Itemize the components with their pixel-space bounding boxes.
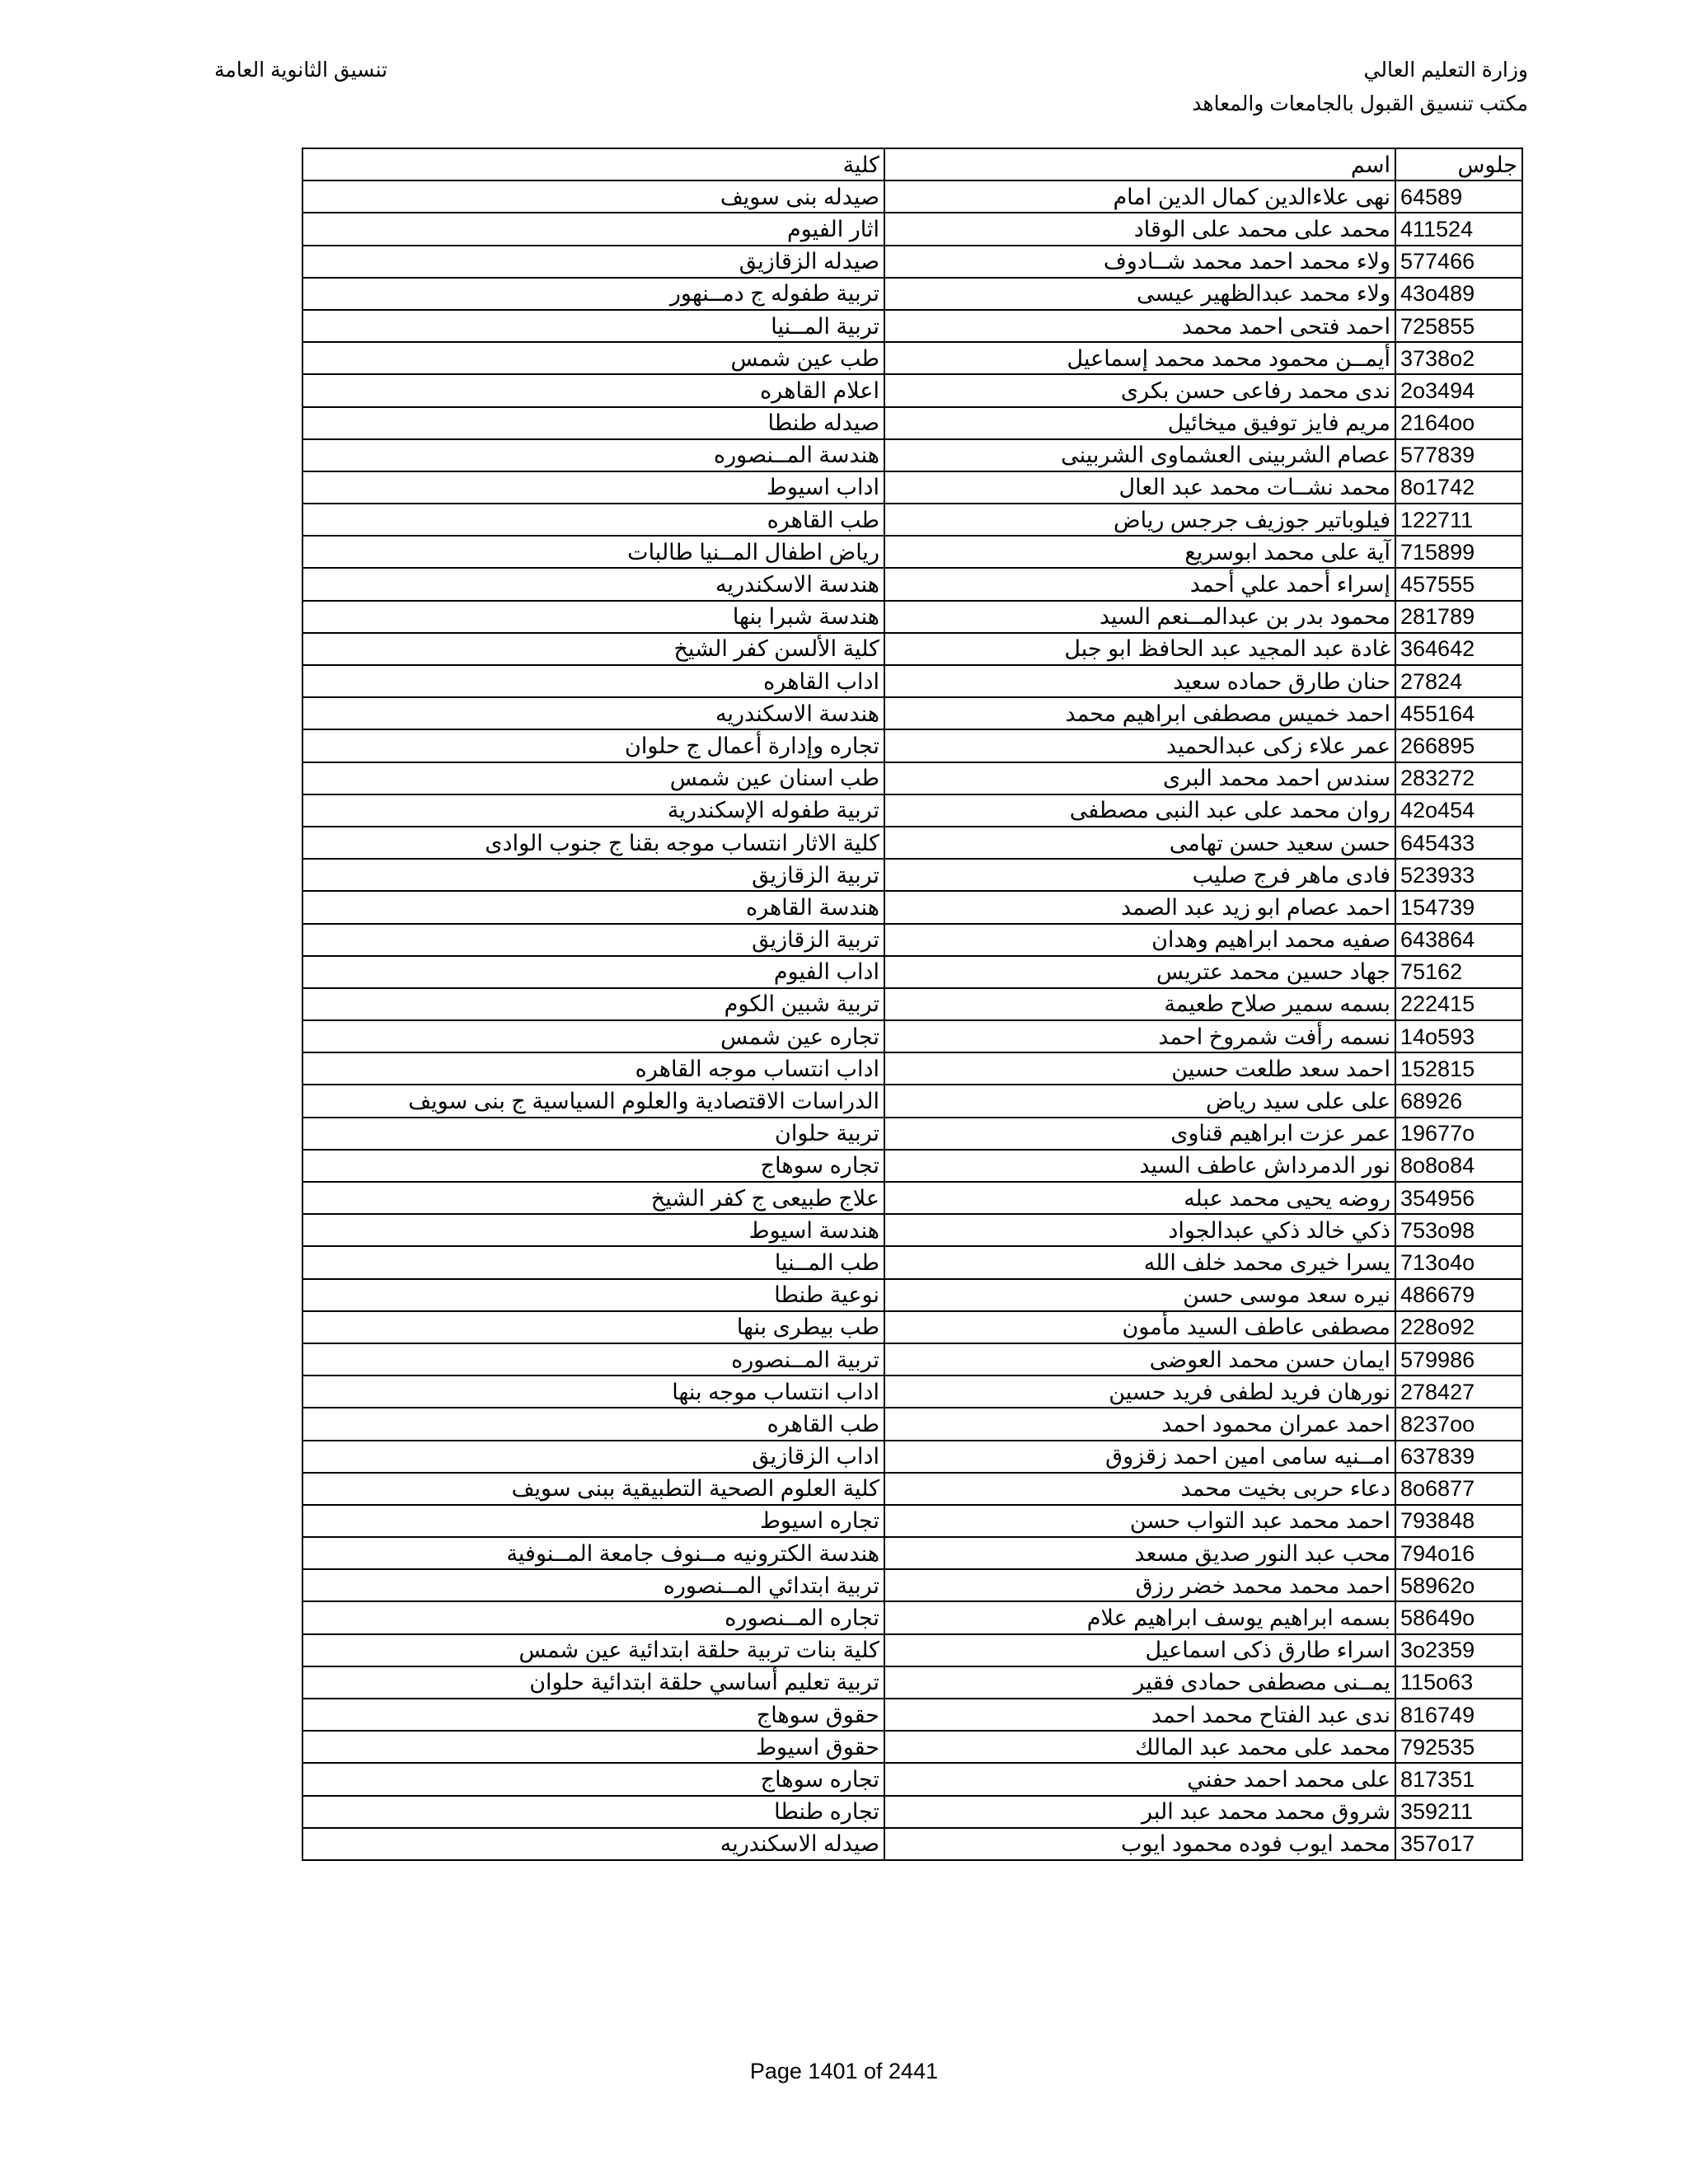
faculty-cell: اداب انتساب موجه القاهره [302, 1052, 884, 1085]
seat-cell: 3o2359 [1395, 1634, 1522, 1666]
name-cell: ايمان حسن محمد العوضى [884, 1343, 1395, 1376]
faculty-cell: اثار الفيوم [302, 213, 884, 245]
faculty-cell: طب المــنيا [302, 1246, 884, 1278]
seat-cell: 579986 [1395, 1343, 1522, 1376]
seat-cell: 816749 [1395, 1699, 1522, 1731]
seat-cell: 281789 [1395, 601, 1522, 633]
name-cell: نيره سعد موسى حسن [884, 1279, 1395, 1311]
name-cell: ندى محمد رفاعى حسن بكرى [884, 374, 1395, 406]
name-cell: احمد سعد طلعت حسين [884, 1052, 1395, 1085]
name-cell: احمد خميس مصطفى ابراهيم محمد [884, 697, 1395, 729]
table-row [302, 1763, 1522, 1795]
seat-cell: 411524 [1395, 213, 1522, 245]
faculty-cell: هندسة الاسكندريه [302, 568, 884, 600]
faculty-cell: تربية الزقازيق [302, 924, 884, 956]
table-row [302, 1537, 1522, 1569]
table-row [302, 1666, 1522, 1699]
table-header-row [302, 148, 1522, 180]
faculty-cell: اداب القاهره [302, 665, 884, 697]
office-title: مكتب تنسيق القبول بالجامعات والمعاهد [1192, 92, 1528, 115]
name-cell: حسن سعيد حسن تهامى [884, 827, 1395, 859]
seat-cell: 14o593 [1395, 1020, 1522, 1052]
table-row [302, 697, 1522, 729]
faculty-cell: اداب اسيوط [302, 471, 884, 504]
faculty-cell: صيدله بنى سويف [302, 180, 884, 213]
name-cell: إسراء أحمد علي أحمد [884, 568, 1395, 600]
name-cell: عمر علاء زكى عبدالحميد [884, 729, 1395, 762]
seat-cell: 64589 [1395, 180, 1522, 213]
seat-cell: 354956 [1395, 1182, 1522, 1214]
seat-cell: 2164oo [1395, 407, 1522, 439]
faculty-cell: طب القاهره [302, 504, 884, 536]
seat-cell: 43o489 [1395, 278, 1522, 310]
table-row [302, 1246, 1522, 1278]
seat-cell: 228o92 [1395, 1311, 1522, 1343]
table-row [302, 1408, 1522, 1440]
name-cell: امــنيه سامى امين احمد زقزوق [884, 1441, 1395, 1473]
name-cell: مصطفى عاطف السيد مأمون [884, 1311, 1395, 1343]
seat-cell: 792535 [1395, 1731, 1522, 1763]
faculty-cell: تجاره طنطا [302, 1796, 884, 1828]
seat-cell: 359211 [1395, 1796, 1522, 1828]
seat-cell: 222415 [1395, 988, 1522, 1020]
table-row [302, 1311, 1522, 1343]
faculty-cell: حقوق سوهاج [302, 1699, 884, 1731]
faculty-cell: تربية المــنصوره [302, 1343, 884, 1376]
seat-cell: 283272 [1395, 762, 1522, 794]
table-row [302, 342, 1522, 374]
faculty-cell: صيدله طنطا [302, 407, 884, 439]
table-row [302, 827, 1522, 859]
name-cell: احمد محمد محمد خضر رزق [884, 1569, 1395, 1601]
table-row [302, 407, 1522, 439]
name-cell: روان محمد على عبد النبى مصطفى [884, 794, 1395, 827]
seat-cell: 8o8o84 [1395, 1150, 1522, 1182]
faculty-cell: هندسة الاسكندريه [302, 697, 884, 729]
seat-cell: 154739 [1395, 891, 1522, 923]
name-cell: آية على محمد ابوسريع [884, 536, 1395, 568]
seat-cell: 793848 [1395, 1505, 1522, 1537]
table-row [302, 633, 1522, 665]
faculty-cell: تجاره المــنصوره [302, 1601, 884, 1633]
ministry-title: وزارة التعليم العالي [1363, 59, 1528, 82]
seat-cell: 8o6877 [1395, 1473, 1522, 1505]
name-cell: محمد نشــات محمد عبد العال [884, 471, 1395, 504]
name-cell: محمود بدر بن عبدالمــنعم السيد [884, 601, 1395, 633]
table-row [302, 1343, 1522, 1376]
faculty-cell: كلية بنات تربية حلقة ابتدائية عين شمس [302, 1634, 884, 1666]
faculty-cell: نوعية طنطا [302, 1279, 884, 1311]
seat-cell: 278427 [1395, 1376, 1522, 1408]
name-cell: يمــنى مصطفى حمادى فقير [884, 1666, 1395, 1699]
table-row [302, 924, 1522, 956]
table-row [302, 1731, 1522, 1763]
seat-cell: 713o4o [1395, 1246, 1522, 1278]
name-cell: سندس احمد محمد البرى [884, 762, 1395, 794]
table-row [302, 1441, 1522, 1473]
name-cell: عمر عزت ابراهيم قناوى [884, 1118, 1395, 1150]
name-cell: احمد عمران محمود احمد [884, 1408, 1395, 1440]
faculty-cell: اداب الفيوم [302, 956, 884, 988]
faculty-cell: طب اسنان عين شمس [302, 762, 884, 794]
table-row [302, 1796, 1522, 1828]
table-row [302, 439, 1522, 471]
name-cell: مريم فايز توفيق ميخائيل [884, 407, 1395, 439]
seat-cell: 715899 [1395, 536, 1522, 568]
table-row [302, 278, 1522, 310]
table-row [302, 1601, 1522, 1633]
page-number: Page 1401 of 2441 [749, 2059, 939, 2083]
name-cell: جهاد حسين محمد عتريس [884, 956, 1395, 988]
name-cell: فادى ماهر فرج صليب [884, 859, 1395, 891]
faculty-cell: هندسة الكترونيه مــنوف جامعة المــنوفية [302, 1537, 884, 1569]
seat-cell: 753o98 [1395, 1214, 1522, 1246]
seat-cell: 364642 [1395, 633, 1522, 665]
name-cell: احمد محمد عبد التواب حسن [884, 1505, 1395, 1537]
seat-cell: 577839 [1395, 439, 1522, 471]
table-row [302, 536, 1522, 568]
admissions-table [302, 148, 1523, 1861]
faculty-cell: تربية حلوان [302, 1118, 884, 1150]
faculty-cell: تربية ابتدائي المــنصوره [302, 1569, 884, 1601]
name-cell: محمد على محمد على الوقاد [884, 213, 1395, 245]
seat-cell: 2o3494 [1395, 374, 1522, 406]
seat-cell: 817351 [1395, 1763, 1522, 1795]
faculty-cell: تجاره سوهاج [302, 1763, 884, 1795]
faculty-cell: صيدله الاسكندريه [302, 1828, 884, 1860]
name-cell: بسمه ابراهيم يوسف ابراهيم علام [884, 1601, 1395, 1633]
faculty-cell: تربية تعليم أساسي حلقة ابتدائية حلوان [302, 1666, 884, 1699]
seat-cell: 725855 [1395, 310, 1522, 342]
name-cell: نور الدمرداش عاطف السيد [884, 1150, 1395, 1182]
faculty-cell: هندسة المــنصوره [302, 439, 884, 471]
name-cell: دعاء حربى بخيت محمد [884, 1473, 1395, 1505]
name-cell: اسراء طارق ذكى اسماعيل [884, 1634, 1395, 1666]
name-cell: ذكي خالد ذكي عبدالجواد [884, 1214, 1395, 1246]
table-row [302, 180, 1522, 213]
name-cell: ولاء محمد احمد محمد شــادوف [884, 246, 1395, 278]
faculty-cell: كلية الألسن كفر الشيخ [302, 633, 884, 665]
column-header-name: اسم [884, 148, 1395, 180]
name-cell: روضه يحيى محمد عبله [884, 1182, 1395, 1214]
table-row [302, 1214, 1522, 1246]
seat-cell: 42o454 [1395, 794, 1522, 827]
name-cell: بسمه سمير صلاح طعيمة [884, 988, 1395, 1020]
name-cell: نورهان فريد لطفى فريد حسين [884, 1376, 1395, 1408]
seat-cell: 115o63 [1395, 1666, 1522, 1699]
name-cell: يسرا خيرى محمد خلف الله [884, 1246, 1395, 1278]
table-row [302, 1279, 1522, 1311]
seat-cell: 266895 [1395, 729, 1522, 762]
seat-cell: 68926 [1395, 1085, 1522, 1117]
table-row [302, 1828, 1522, 1860]
table-row [302, 310, 1522, 342]
table-row [302, 1376, 1522, 1408]
table-row [302, 1118, 1522, 1150]
name-cell: ندى عبد الفتاح محمد احمد [884, 1699, 1395, 1731]
name-cell: على على سيد رياض [884, 1085, 1395, 1117]
table-row [302, 1182, 1522, 1214]
seat-cell: 455164 [1395, 697, 1522, 729]
table-row [302, 729, 1522, 762]
table-row [302, 988, 1522, 1020]
name-cell: حنان طارق حماده سعيد [884, 665, 1395, 697]
seat-cell: 577466 [1395, 246, 1522, 278]
seat-cell: 643864 [1395, 924, 1522, 956]
faculty-cell: تربية الزقازيق [302, 859, 884, 891]
name-cell: احمد فتحى احمد محمد [884, 310, 1395, 342]
faculty-cell: تجاره سوهاج [302, 1150, 884, 1182]
name-cell: محمد ايوب فوده محمود ايوب [884, 1828, 1395, 1860]
seat-cell: 152815 [1395, 1052, 1522, 1085]
faculty-cell: طب القاهره [302, 1408, 884, 1440]
faculty-cell: تجاره اسيوط [302, 1505, 884, 1537]
seat-cell: 794o16 [1395, 1537, 1522, 1569]
seat-cell: 3738o2 [1395, 342, 1522, 374]
table-row [302, 1569, 1522, 1601]
table-row [302, 794, 1522, 827]
program-title: تنسيق الثانوية العامة [214, 59, 388, 82]
faculty-cell: هندسة القاهره [302, 891, 884, 923]
table-row [302, 1505, 1522, 1537]
table-row [302, 1634, 1522, 1666]
seat-cell: 27824 [1395, 665, 1522, 697]
table-row [302, 1473, 1522, 1505]
faculty-cell: رياض اطفال المــنيا طالبات [302, 536, 884, 568]
seat-cell: 75162 [1395, 956, 1522, 988]
column-header-seat: جلوس [1395, 148, 1522, 180]
faculty-cell: تجاره عين شمس [302, 1020, 884, 1052]
faculty-cell: صيدله الزقازيق [302, 246, 884, 278]
name-cell: محمد على محمد عبد المالك [884, 1731, 1395, 1763]
table-row [302, 601, 1522, 633]
name-cell: شروق محمد محمد عبد البر [884, 1796, 1395, 1828]
seat-cell: 357o17 [1395, 1828, 1522, 1860]
seat-cell: 8237oo [1395, 1408, 1522, 1440]
seat-cell: 645433 [1395, 827, 1522, 859]
seat-cell: 637839 [1395, 1441, 1522, 1473]
table-row [302, 665, 1522, 697]
table-row [302, 859, 1522, 891]
faculty-cell: كلية العلوم الصحية التطبيقية ببنى سويف [302, 1473, 884, 1505]
faculty-cell: حقوق اسيوط [302, 1731, 884, 1763]
seat-cell: 19677o [1395, 1118, 1522, 1150]
seat-cell: 58962o [1395, 1569, 1522, 1601]
table-row [302, 568, 1522, 600]
seat-cell: 58649o [1395, 1601, 1522, 1633]
faculty-cell: اداب انتساب موجه بنها [302, 1376, 884, 1408]
name-cell: فيلوباتير جوزيف جرجس رياض [884, 504, 1395, 536]
table-row [302, 374, 1522, 406]
name-cell: غادة عبد المجيد عبد الحافظ ابو جبل [884, 633, 1395, 665]
faculty-cell: الدراسات الاقتصادية والعلوم السياسية ج بنى سويف [302, 1085, 884, 1117]
seat-cell: 457555 [1395, 568, 1522, 600]
name-cell: محب عبد النور صديق مسعد [884, 1537, 1395, 1569]
faculty-cell: هندسة اسيوط [302, 1214, 884, 1246]
faculty-cell: هندسة شبرا بنها [302, 601, 884, 633]
table-row [302, 504, 1522, 536]
seat-cell: 523933 [1395, 859, 1522, 891]
faculty-cell: تجاره وإدارة أعمال ج حلوان [302, 729, 884, 762]
faculty-cell: اداب الزقازيق [302, 1441, 884, 1473]
table-row [302, 213, 1522, 245]
seat-cell: 8o1742 [1395, 471, 1522, 504]
faculty-cell: طب بيطرى بنها [302, 1311, 884, 1343]
table-row [302, 762, 1522, 794]
faculty-cell: تربية المــنيا [302, 310, 884, 342]
table-row [302, 1052, 1522, 1085]
table-row [302, 891, 1522, 923]
seat-cell: 486679 [1395, 1279, 1522, 1311]
name-cell: احمد عصام ابو زيد عبد الصمد [884, 891, 1395, 923]
name-cell: نسمه رأفت شمروخ احمد [884, 1020, 1395, 1052]
name-cell: ولاء محمد عبدالظهير عيسى [884, 278, 1395, 310]
faculty-cell: تربية طفوله الإسكندرية [302, 794, 884, 827]
table-row [302, 1150, 1522, 1182]
table-row [302, 246, 1522, 278]
name-cell: نهى علاءالدين كمال الدين امام [884, 180, 1395, 213]
name-cell: على محمد احمد حفني [884, 1763, 1395, 1795]
faculty-cell: كلية الاثار انتساب موجه بقنا ج جنوب الوادى [302, 827, 884, 859]
table-row [302, 956, 1522, 988]
name-cell: صفيه محمد ابراهيم وهدان [884, 924, 1395, 956]
faculty-cell: علاج طبيعى ج كفر الشيخ [302, 1182, 884, 1214]
table-row [302, 1020, 1522, 1052]
name-cell: عصام الشربينى العشماوى الشربينى [884, 439, 1395, 471]
faculty-cell: تربية طفوله ج دمــنهور [302, 278, 884, 310]
faculty-cell: طب عين شمس [302, 342, 884, 374]
faculty-cell: تربية شبين الكوم [302, 988, 884, 1020]
seat-cell: 122711 [1395, 504, 1522, 536]
column-header-faculty: كلية [302, 148, 884, 180]
name-cell: أيمــن محمود محمد محمد إسماعيل [884, 342, 1395, 374]
faculty-cell: اعلام القاهره [302, 374, 884, 406]
table-row [302, 471, 1522, 504]
table-row [302, 1085, 1522, 1117]
table-row [302, 1699, 1522, 1731]
